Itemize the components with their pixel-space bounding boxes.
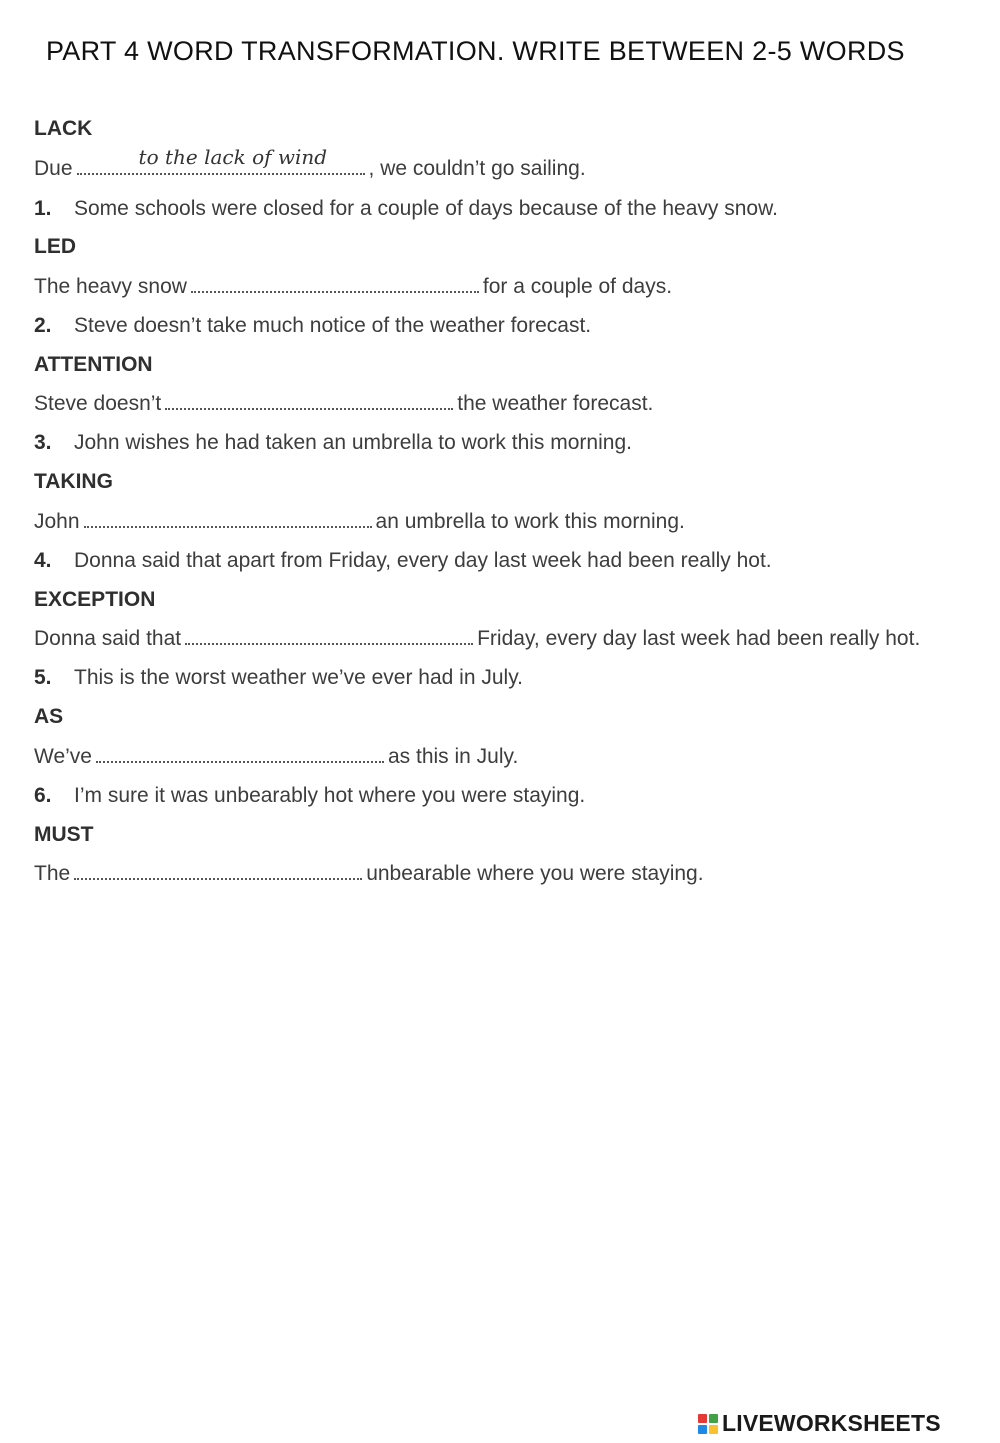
question-sentence: Steve doesn’t take much notice of the weather forecast. bbox=[74, 314, 592, 337]
answer-before: We’ve bbox=[34, 745, 92, 768]
example-keyword: LACK bbox=[34, 117, 93, 140]
question-6-keyword: MUST bbox=[34, 823, 94, 846]
page-title: PART 4 WORD TRANSFORMATION. WRITE BETWEEN 2-5 WORDS bbox=[46, 36, 905, 66]
question-sentence: John wishes he had taken an umbrella to work this morning. bbox=[74, 431, 632, 454]
question-sentence: Donna said that apart from Friday, every day last week had been really hot. bbox=[74, 549, 772, 572]
question-1 bbox=[34, 197, 778, 221]
question-5 bbox=[34, 666, 523, 690]
question-4-keyword: EXCEPTION bbox=[34, 588, 156, 611]
question-3-keyword: TAKING bbox=[34, 470, 113, 493]
answer-before: John bbox=[34, 510, 80, 533]
answer-after: an umbrella to work this morning. bbox=[375, 510, 685, 533]
liveworksheets-logo-icon bbox=[698, 1414, 718, 1434]
answer-input-3[interactable] bbox=[84, 522, 372, 528]
question-5-answer-line bbox=[34, 745, 518, 769]
question-4 bbox=[34, 549, 772, 573]
question-5-keyword: AS bbox=[34, 705, 64, 728]
answer-after: the weather forecast. bbox=[457, 392, 654, 415]
question-sentence: This is the worst weather we’ve ever had in July. bbox=[74, 666, 523, 689]
example-after: , we couldn’t go sailing. bbox=[368, 157, 586, 180]
question-4-answer-line bbox=[34, 627, 920, 651]
example-sentence bbox=[34, 145, 586, 181]
example-answer: to the lack of wind bbox=[138, 145, 328, 169]
answer-input-2[interactable] bbox=[165, 404, 453, 410]
example-answer-blank bbox=[77, 145, 365, 175]
footer-branding bbox=[698, 1410, 941, 1437]
logo-square-icon bbox=[709, 1425, 718, 1434]
question-2-answer-line bbox=[34, 392, 653, 416]
question-1-keyword: LED bbox=[34, 235, 76, 258]
brand-name: LIVEWORKSHEETS bbox=[722, 1410, 941, 1436]
question-2-keyword: ATTENTION bbox=[34, 353, 153, 376]
question-number: 5. bbox=[34, 666, 52, 689]
answer-input-1[interactable] bbox=[191, 287, 479, 293]
question-1-answer-line bbox=[34, 275, 672, 299]
logo-square-icon bbox=[698, 1414, 707, 1423]
question-sentence: I’m sure it was unbearably hot where you were staying. bbox=[74, 784, 586, 807]
answer-input-6[interactable] bbox=[74, 874, 362, 880]
answer-after: as this in July. bbox=[387, 745, 519, 768]
answer-after: Friday, every day last week had been really hot. bbox=[477, 627, 921, 650]
example-before: Due bbox=[34, 157, 73, 180]
question-number: 1. bbox=[34, 197, 52, 220]
question-6 bbox=[34, 784, 585, 808]
question-number: 2. bbox=[34, 314, 52, 337]
logo-square-icon bbox=[698, 1425, 707, 1434]
question-number: 4. bbox=[34, 549, 52, 572]
question-number: 3. bbox=[34, 431, 52, 454]
answer-before: Donna said that bbox=[34, 627, 182, 650]
question-sentence: Some schools were closed for a couple of days because of the heavy snow. bbox=[74, 197, 778, 220]
answer-input-4[interactable] bbox=[185, 639, 473, 645]
answer-before: Steve doesn’t bbox=[34, 392, 162, 415]
question-number: 6. bbox=[34, 784, 52, 807]
question-6-answer-line bbox=[34, 862, 704, 886]
logo-square-icon bbox=[709, 1414, 718, 1423]
answer-input-5[interactable] bbox=[96, 757, 384, 763]
answer-before: The heavy snow bbox=[34, 275, 187, 298]
answer-after: unbearable where you were staying. bbox=[366, 862, 704, 885]
answer-after: for a couple of days. bbox=[482, 275, 673, 298]
answer-before: The bbox=[34, 862, 71, 885]
question-2 bbox=[34, 314, 591, 338]
question-3 bbox=[34, 431, 632, 455]
question-3-answer-line bbox=[34, 510, 685, 534]
